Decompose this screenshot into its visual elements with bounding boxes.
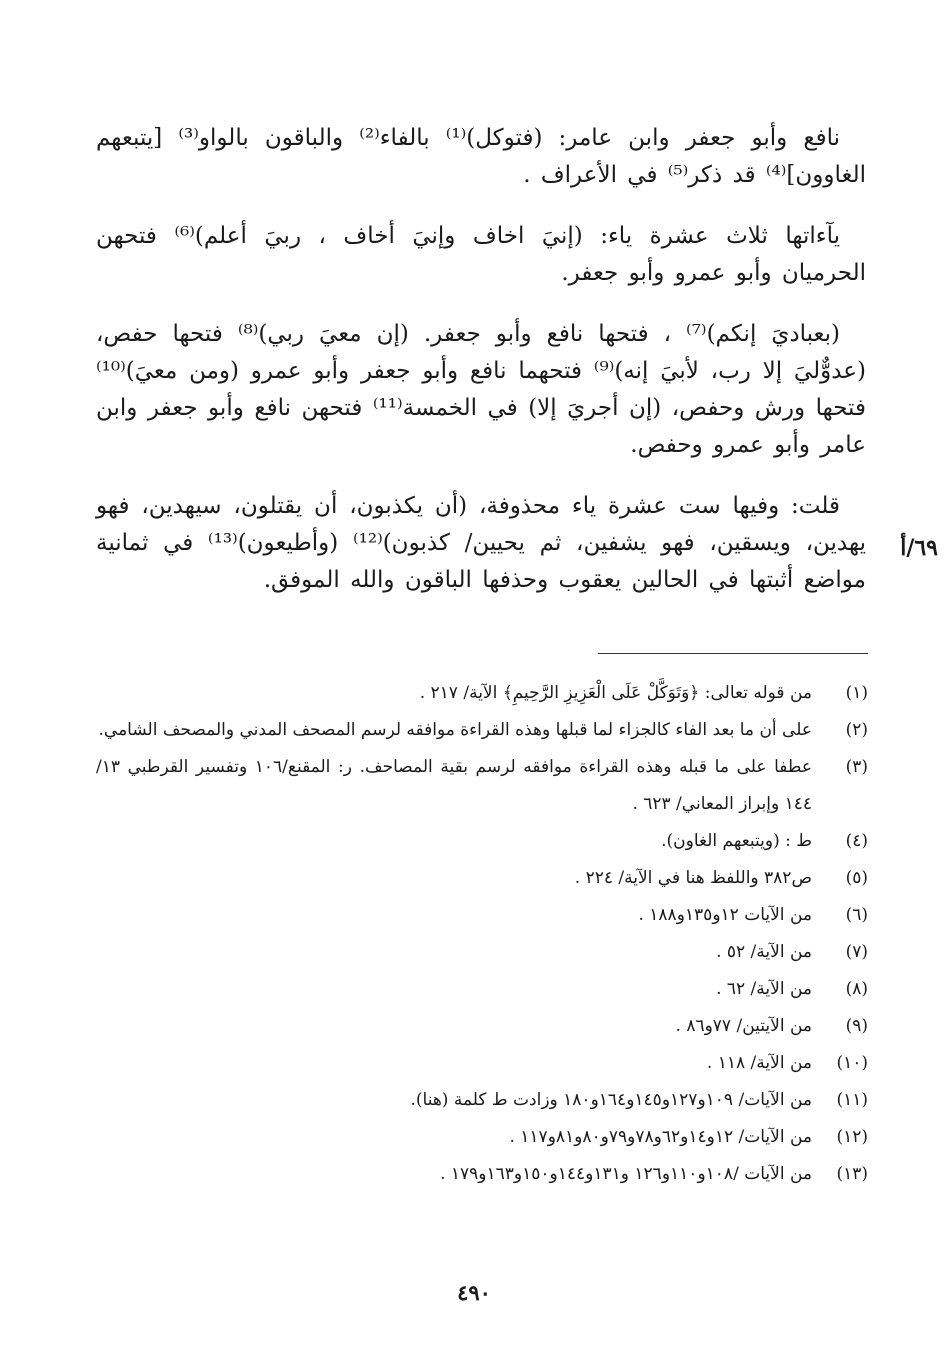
- footnote-item: [96, 749, 868, 823]
- footnote-number: (٦): [845, 905, 868, 925]
- footnote-number: (٨): [845, 979, 868, 999]
- paragraph-text: يآءاتها ثلاث عشرة ياء: (إنيَ اخاف وإنيَ أخاف ، ربيَ أعلم)⁽⁶⁾ فتحهن الحرميان وأبو عمرو وأبو جعفر.: [96, 223, 866, 286]
- footnote-item: [96, 1008, 868, 1045]
- footnote-text: من الآيات /١٠٨و١١٠و١٢٦ و١٣١و١٤٤و١٥٠و١٦٣و١٧٩ .: [440, 1164, 812, 1184]
- main-text-paragraph-3: [96, 316, 866, 464]
- footnotes-list: [96, 675, 868, 1193]
- footnote-number: (١): [845, 683, 868, 703]
- footnote-number: (١٣): [836, 1164, 868, 1184]
- footnote-text: من قوله تعالى: ﴿وَتَوَكَّلْ عَلَى الْعَزِيزِ الرَّحِيمِ﴾ الآية/ ٢١٧ .: [419, 683, 812, 703]
- footnote-item: [96, 860, 868, 897]
- footnote-number: (١٢): [836, 1127, 868, 1147]
- main-text-paragraph-2: [96, 218, 866, 292]
- footnote-number: (٢): [845, 720, 868, 740]
- footnote-item: [96, 712, 868, 749]
- footnote-text: من الآية/ ١١٨ .: [706, 1053, 812, 1073]
- footnote-text: ص٣٨٢ واللفظ هنا في الآية/ ٢٢٤ .: [574, 868, 812, 888]
- footnote-number: (١٠): [836, 1053, 868, 1073]
- main-text-paragraph-4: [96, 488, 866, 599]
- footnote-item: [96, 897, 868, 934]
- footnote-text: من الآيات ١٢و١٣٥و١٨٨ .: [638, 905, 812, 925]
- footnote-text: من الآيتين/ ٧٧و٨٦ .: [675, 1016, 812, 1036]
- footnote-item: [96, 934, 868, 971]
- main-text-paragraph-1: [96, 120, 866, 194]
- footnote-text: من الآية/ ٥٢ .: [716, 942, 812, 962]
- footnote-number: (٥): [845, 868, 868, 888]
- manuscript-folio-marker: ٦٩/أ: [900, 535, 938, 561]
- footnote-item: [96, 1119, 868, 1156]
- footnote-item: [96, 1082, 868, 1119]
- footnote-text: عطفا على ما قبله وهذه القراءة موافقه لرسم بقية المصاحف. ر: المقنع/١٠٦ وتفسير القرطبي ١٣/ ١٤٤ وإبراز المعاني/ ٦٢٣ .: [96, 757, 812, 814]
- footnote-divider: [598, 653, 868, 654]
- footnote-item: [96, 823, 868, 860]
- footnote-item: [96, 675, 868, 712]
- footnote-number: (٣): [845, 757, 868, 777]
- footnote-text: من الآيات/ ١٠٩و١٢٧و١٤٥و١٦٤و١٨٠ وزادت ط كلمة (هنا).: [410, 1090, 812, 1110]
- footnote-text: من الآيات/ ١٢و١٤و٦٢و٧٨و٧٩و٨٠و٨١و١١٧ .: [509, 1127, 812, 1147]
- footnote-number: (٤): [845, 831, 868, 851]
- footnote-text: من الآية/ ٦٢ .: [716, 979, 812, 999]
- footnote-item: [96, 1045, 868, 1082]
- paragraph-text: (بعباديَ إنكم)⁽⁷⁾ ، فتحها نافع وأبو جعفر. (إن معيَ ربي)⁽⁸⁾ فتحها حفص، (عدوٌّليَ إلا رب، لأبيَ إنه)⁽⁹⁾ فتحهما نافع وأبو جعفر وأبو عمرو (ومن معيَ)⁽¹⁰⁾ فتحها ورش وحفص، (إن أجريَ إلا) في الخمسة⁽¹¹⁾ فتحهن نافع وأبو جعفر وابن عامر وأبو عمرو وحفص.: [96, 321, 866, 458]
- footnote-number: (٩): [845, 1016, 868, 1036]
- footnote-item: [96, 1156, 868, 1193]
- footnote-text: ط : (ويتبعهم الغاون).: [661, 831, 812, 851]
- paragraph-text: نافع وأبو جعفر وابن عامر: (فتوكل)⁽¹⁾ بالفاء⁽²⁾ والباقون بالواو⁽³⁾ [يتبعهم الغاوون]⁽⁴⁾ قد ذكر⁽⁵⁾ في الأعراف .: [96, 125, 866, 188]
- footnote-item: [96, 971, 868, 1008]
- footnote-text: على أن ما بعد الفاء كالجزاء لما قبلها وهذه القراءة موافقه لرسم المصحف المدني والمصحف الشامي.: [98, 720, 812, 740]
- footnote-number: (١١): [836, 1090, 868, 1110]
- paragraph-text: قلت: وفيها ست عشرة ياء محذوفة، (أن يكذبون، أن يقتلون، سيهدين، فهو يهدين، ويسقين، فهو يشفين، ثم يحيين/ كذبون)⁽¹²⁾ (وأطيعون)⁽¹³⁾ في ثمانية مواضع أثبتها في الحالين يعقوب وحذفها الباقون والله الموفق.: [96, 493, 866, 593]
- page-number: ٤٩٠: [457, 1280, 491, 1305]
- footnote-number: (٧): [845, 942, 868, 962]
